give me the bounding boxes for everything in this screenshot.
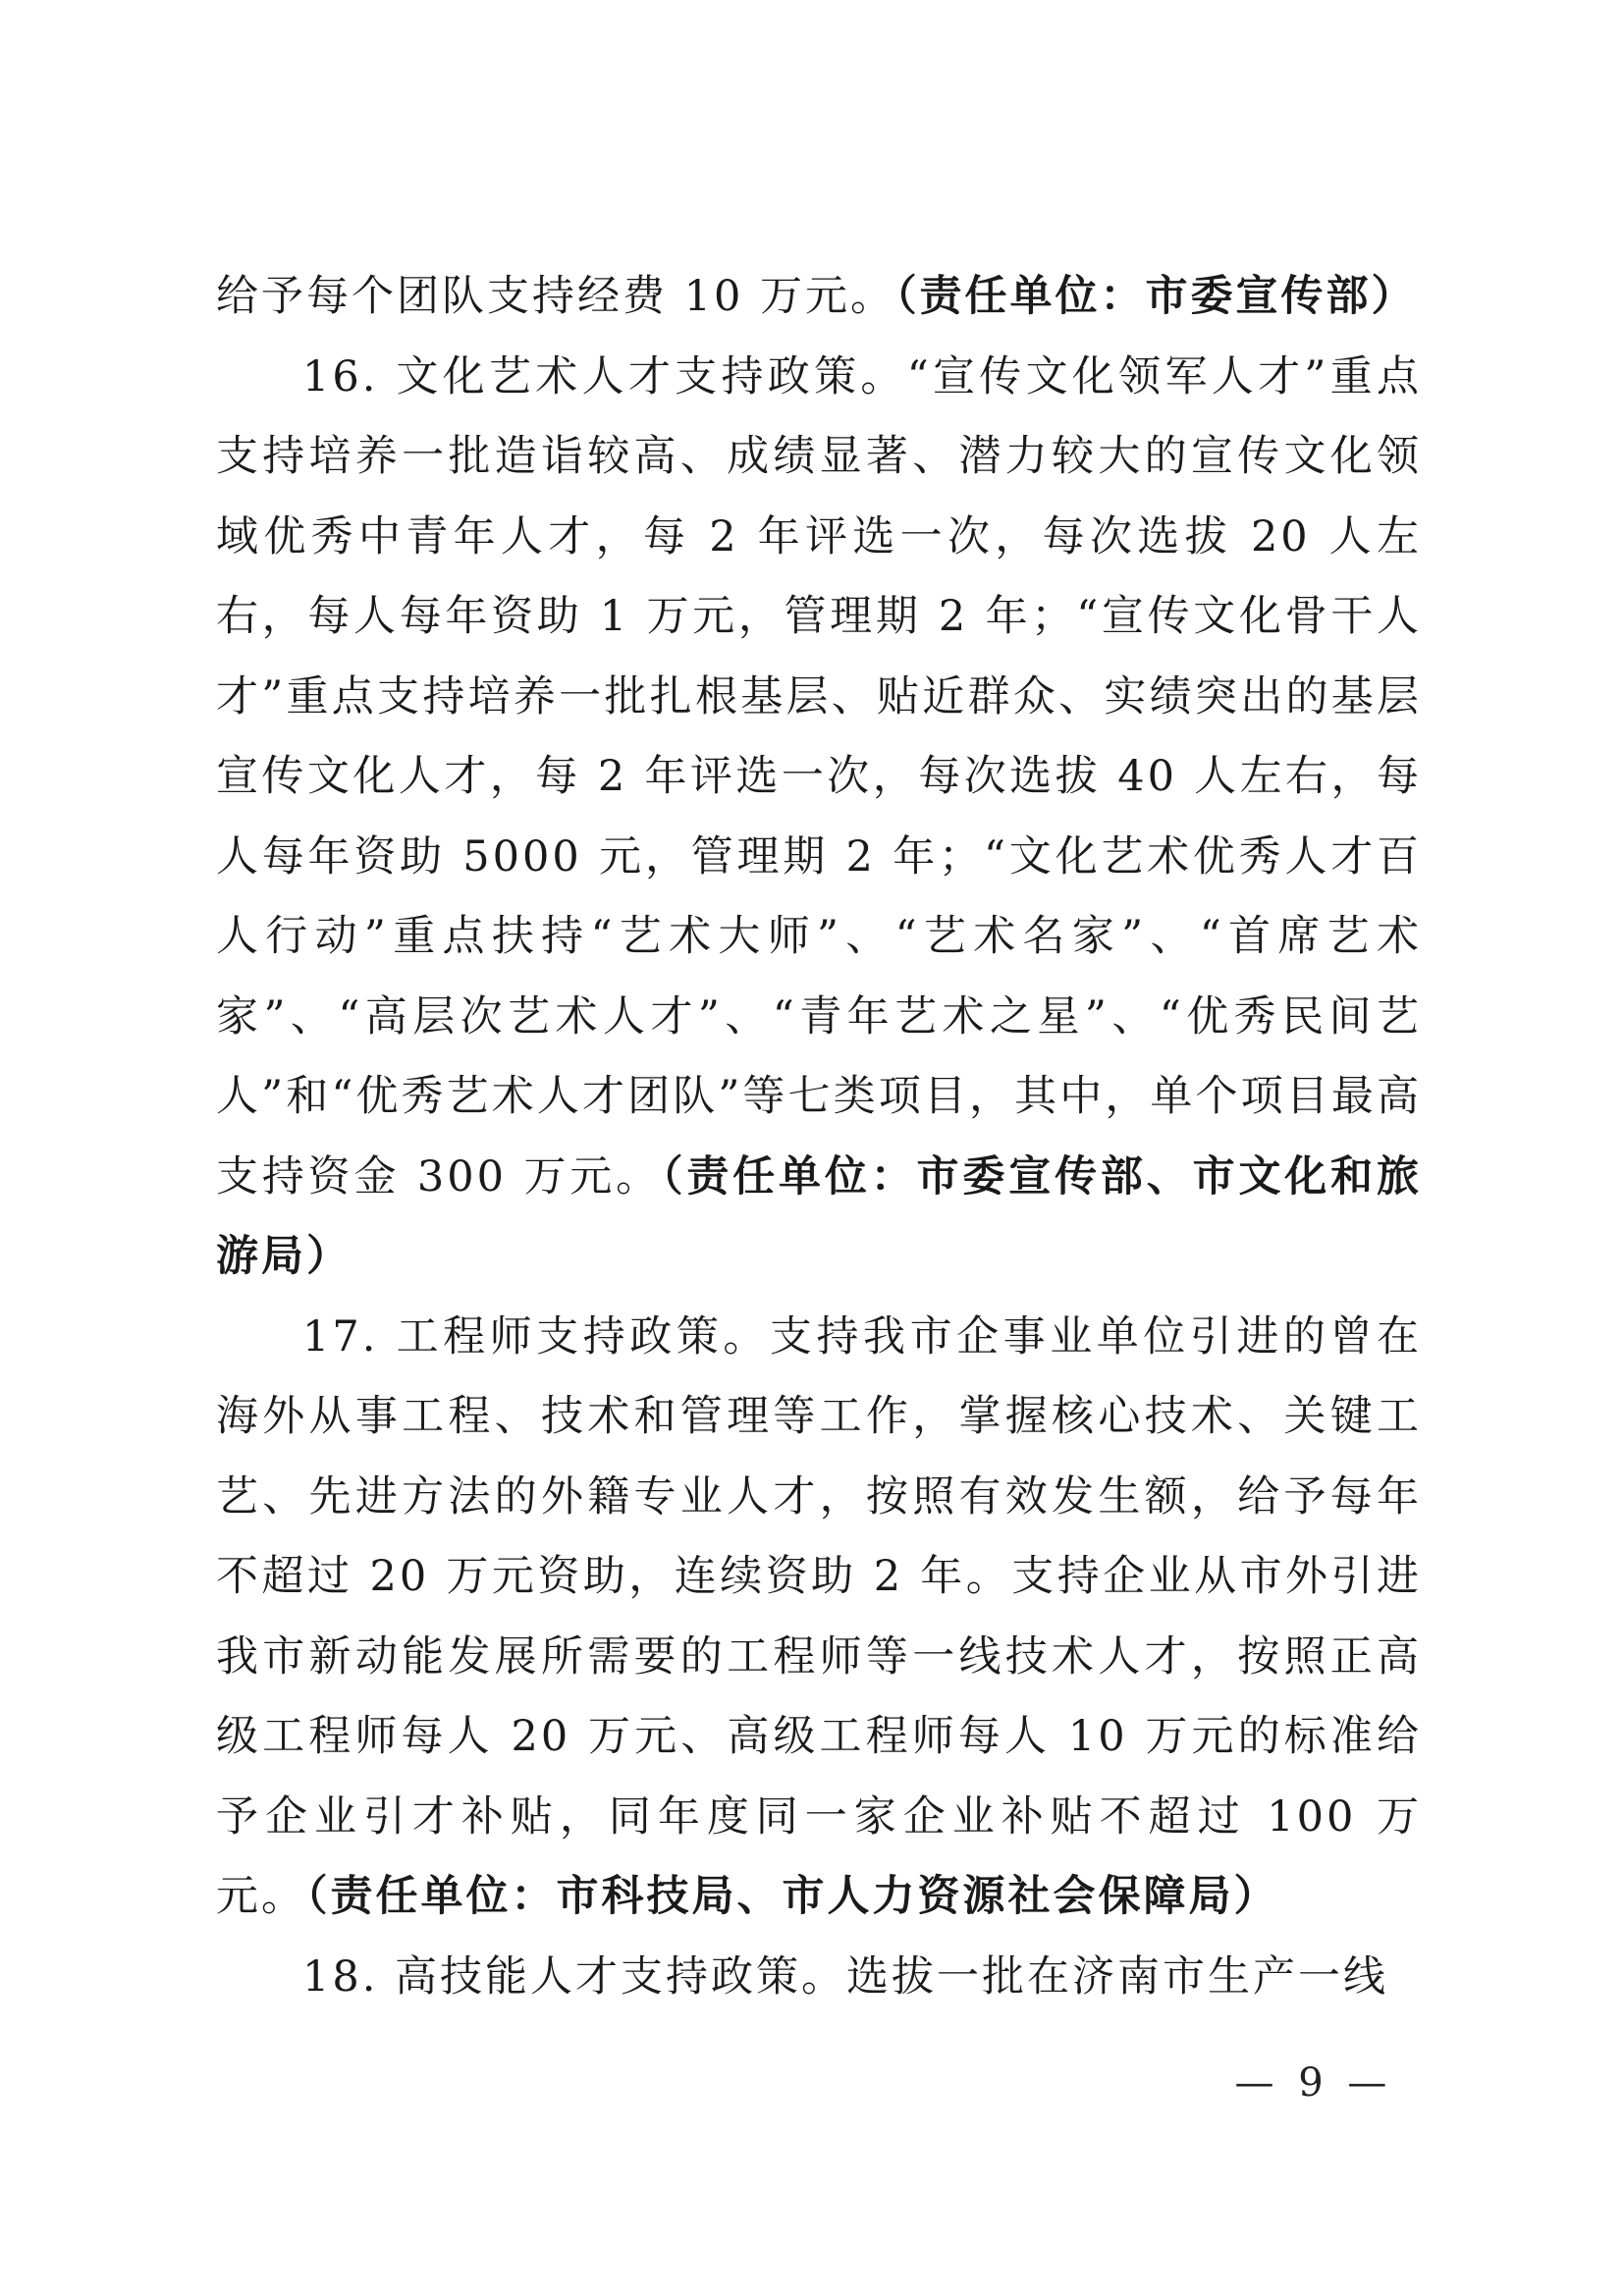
- paragraph-text: 17. 工程师支持政策。支持我市企事业单位引进的曾在海外从事工程、技术和管理等工作，掌握核心技术、关键工艺、先进方法的外籍专业人才，按照有效发生额，给予每年不超过 20 万元资助，连续资助 2 年。支持企业从市外引进我市新动能发展所需要的工程师等一线技术人才，按照正高级工程师每人 20 万元、高级工程师每人 10 万元的标准给予企业引才补贴，同年度同一家企业补贴不超过 100 万元。: [216, 1311, 1422, 1921]
- paragraph-text: 18. 高技能人才支持政策。选拔一批在济南市生产一线: [302, 1951, 1389, 2002]
- responsibility-unit: （责任单位：市委宣传部）: [895, 272, 1417, 321]
- paragraph-text: 16. 文化艺术人才支持政策。“宣传文化领军人才”重点支持培养一批造诣较高、成绩显著、潜力较大的宣传文化领域优秀中青年人才，每 2 年评选一次，每次选拔 20 人左右，每人每年资助 1 万元，管理期 2 年；“宣传文化骨干人才”重点支持培养一批扎根基层、贴近群众、实绩突出的基层宣传文化人才，每 2 年评选一次，每次选拔 40 人左右，每人每年资助 5000 元，管理期 2 年；“文化艺术优秀人才百人行动”重点扶持“艺术大师”、“艺术名家”、“首席艺术家”、“高层次艺术人才”、“青年艺术之星”、“优秀民间艺人”和“优秀艺术人才团队”等七类项目，其中，单个项目最高支持资金 300 万元。: [216, 351, 1422, 1201]
- paragraph-16-culture-arts-talent: [216, 338, 1422, 1298]
- paragraph-text: 给予每个团队支持经费 10 万元。: [216, 272, 896, 321]
- paragraph-17-engineer-support: [216, 1298, 1422, 1938]
- responsibility-unit: （责任单位：市委宣传部、市文化和旅游局）: [216, 1151, 1422, 1281]
- paragraph-15-tail: [216, 257, 1422, 338]
- page-number: — 9 —: [1234, 2060, 1393, 2106]
- paragraph-18-high-skill-talent: [216, 1938, 1422, 2018]
- responsibility-unit: （责任单位：市科技局、市人力资源社会保障局）: [306, 1872, 1279, 1921]
- page-footer: [0, 2054, 1624, 2112]
- document-body: [216, 257, 1422, 2017]
